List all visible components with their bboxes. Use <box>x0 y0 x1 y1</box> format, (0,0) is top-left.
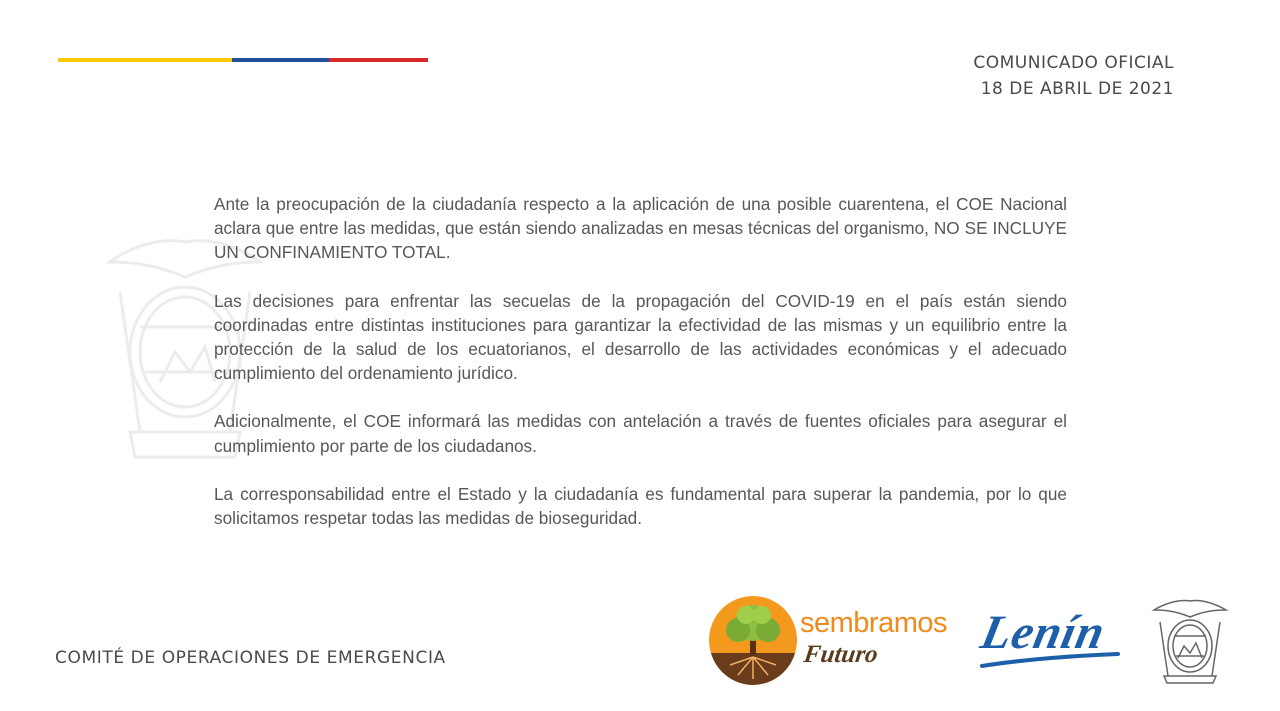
sembramos-futuro-logo <box>708 595 960 685</box>
lenin-swash-icon <box>980 650 1120 670</box>
futuro-text: Futuro <box>802 641 880 668</box>
coat-of-arms-icon <box>1150 598 1230 684</box>
flag-blue <box>232 58 329 62</box>
lenin-logo-text: Lenín <box>976 606 1110 659</box>
flag-stripe <box>58 58 428 62</box>
flag-yellow <box>58 58 232 62</box>
paragraph-2: Las decisiones para enfrentar las secuelas de la propagación del COVID-19 en el país están siendo coordinadas entre distintas instituciones para garantizar la efectividad de las mismas y un equilibrio entre la protección de la salud de los ecuatorianos, el desarrollo de las actividades económicas y el adecuado cumplimiento del ordenamiento jurídico. <box>214 290 1067 384</box>
sembramos-text: sembramos <box>800 607 947 639</box>
flag-red <box>329 58 428 62</box>
tree-icon <box>708 595 798 685</box>
document-date: 18 DE ABRIL DE 2021 <box>980 79 1174 99</box>
paragraph-1: Ante la preocupación de la ciudadanía respecto a la aplicación de una posible cuarentena, el COE Nacional aclara que entre las medidas, que están siendo analizadas en mesas técnicas del organismo, NO SE INCLUYE UN CONFINAMIENTO TOTAL. <box>214 194 1067 263</box>
paragraph-3: Adicionalmente, el COE informará las medidas con antelación a través de fuentes oficiales para asegurar el cumplimiento por parte de los ciudadanos. <box>214 411 1067 456</box>
paragraph-4: La corresponsabilidad entre el Estado y la ciudadanía es fundamental para superar la pandemia, por lo que solicitamos respetar todas las medidas de bioseguridad. <box>214 483 1067 529</box>
header-block <box>973 50 1174 102</box>
statement-body <box>214 192 1067 554</box>
committee-name: COMITÉ DE OPERACIONES DE EMERGENCIA <box>55 648 446 668</box>
document-title: COMUNICADO OFICIAL <box>973 53 1174 73</box>
